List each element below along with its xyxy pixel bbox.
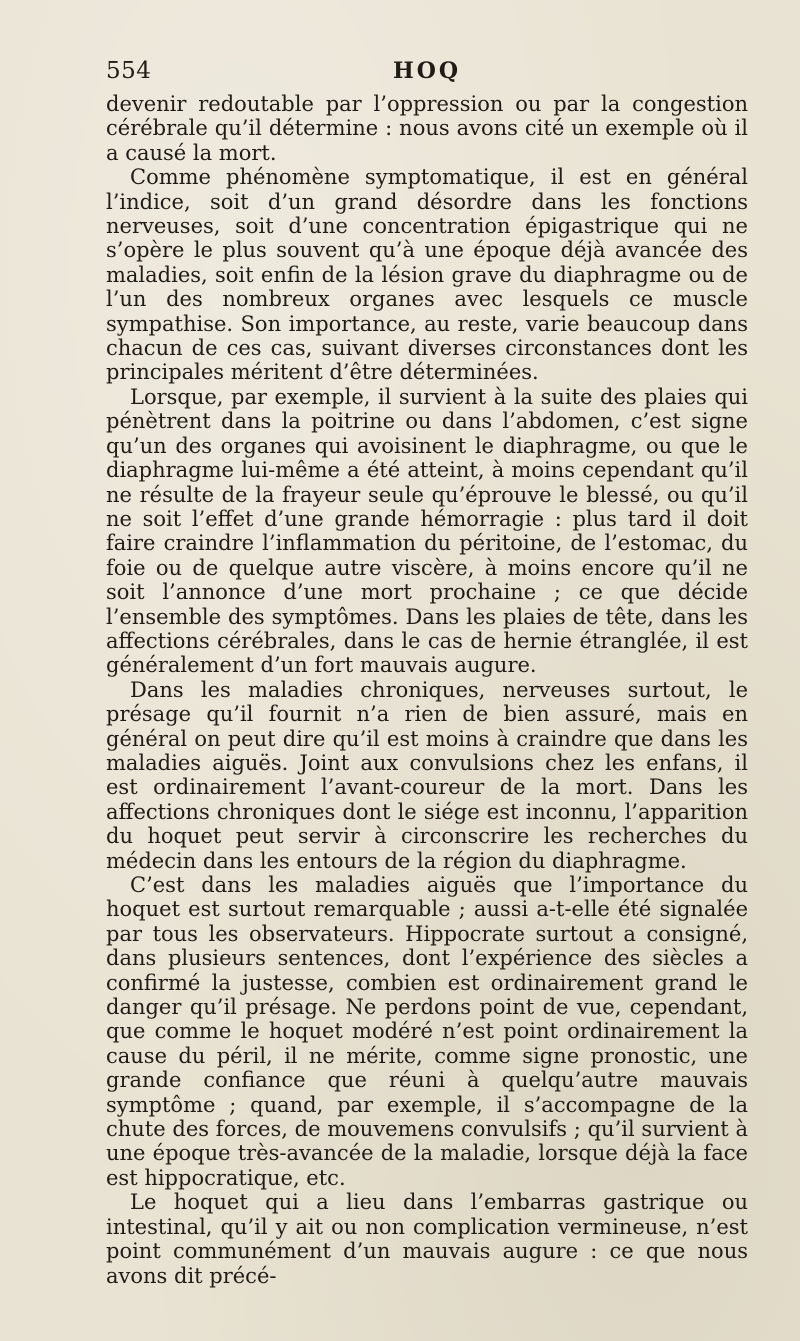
paragraph: Lorsque, par exemple, il survient à la suite des plaies qui pénètrent dans la poitrine ou dans l’abdomen, c’est signe qu’un des organes qui avoisinent le diaphragme, ou que le diaphragme lui-même a été atteint, à moins cependant qu’il ne résulte de la frayeur seule qu’éprouve le blessé, ou qu’il ne soit l’effet d’une grande hémorragie : plus tard il doit faire craindre l’inflammation du péritoine, de l’estomac, du foie ou de quelque autre viscère, à moins encore qu’il ne soit l’annonce d’une mort prochaine ; ce que décide l’ensemble des symptômes. Dans les plaies de tête, dans les affections cérébrales, dans le cas de hernie étranglée, il est généralement d’un fort mauvais augure. bbox=[106, 384, 748, 678]
paragraph: Dans les maladies chroniques, nerveuses surtout, le présage qu’il fournit n’a rien de bien assuré, mais en général on peut dire qu’il est moins à craindre que dans les maladies aiguës. Joint aux convulsions chez les enfans, il est ordinairement l’avant-coureur de la mort. Dans les affections chroniques dont le siége est inconnu, l’apparition du hoquet peut servir à circonscrire les recherches du médecin dans les entours de la région du diaphragme. bbox=[106, 677, 748, 873]
page-header bbox=[106, 58, 748, 92]
paragraph: Comme phénomène symptomatique, il est en général l’indice, soit d’un grand désordre dans les fonctions nerveuses, soit d’une concentration épigastrique qui ne s’opère le plus souvent qu’à une époque déjà avancée des maladies, soit enfin de la lésion grave du diaphragme ou de l’un des nombreux organes avec lesquels ce muscle sympathise. Son importance, au reste, varie beaucoup dans chacun de ces cas, suivant diverses circonstances dont les principales méritent d’être déterminées. bbox=[106, 165, 748, 385]
page-number: 554 bbox=[106, 58, 152, 84]
paragraph: C’est dans les maladies aiguës que l’importance du hoquet est surtout remarquable ; aussi a-t-elle été signalée par tous les observateurs. Hippocrate surtout a consigné, dans plusieurs sentences, dont l’expérience des siècles a confirmé la justesse, combien est ordinairement grand le danger qu’il présage. Ne perdons point de vue, cependant, que comme le hoquet modéré n’est point ordinairement la cause du péril, il ne mérite, comme signe pronostic, une grande confiance que réuni à quelqu’autre mauvais symptôme ; quand, par exemple, il s’accompagne de la chute des forces, de mouvemens convulsifs ; qu’il survient à une époque très-avancée de la maladie, lorsque déjà la face est hippocratique, etc. bbox=[106, 873, 748, 1190]
body-text bbox=[106, 92, 748, 1288]
running-head: HOQ bbox=[392, 58, 462, 84]
paragraph: Le hoquet qui a lieu dans l’embarras gastrique ou intestinal, qu’il y ait ou non complication vermineuse, n’est point communément d’un mauvais augure : ce que nous avons dit précé- bbox=[106, 1190, 748, 1288]
paragraph-continued: devenir redoutable par l’oppression ou par la congestion cérébrale qu’il détermine : nous avons cité un exemple où il a causé la mort. bbox=[106, 92, 748, 165]
